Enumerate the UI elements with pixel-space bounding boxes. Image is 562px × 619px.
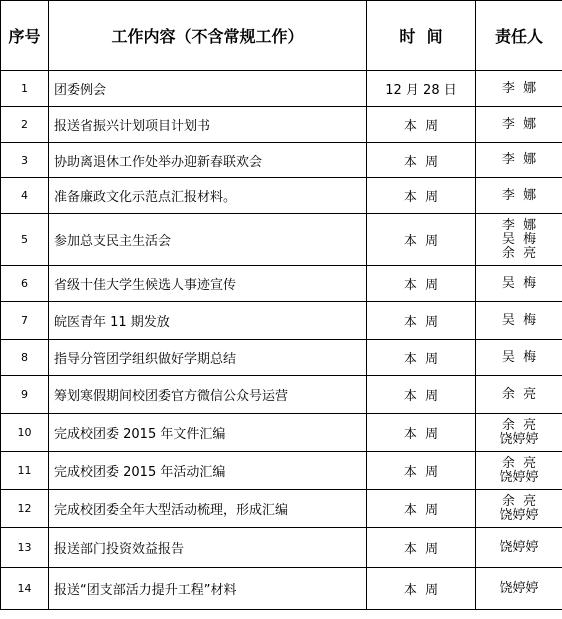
person-name: 余 亮 [501, 455, 537, 471]
table-row [1, 302, 562, 340]
person-name: 李 娜 [501, 217, 537, 233]
table-row [1, 71, 562, 107]
row-person [476, 340, 562, 376]
table-row [1, 414, 562, 452]
row-seq: 13 [1, 528, 49, 568]
header-seq: 序号 [1, 1, 49, 71]
row-seq: 1 [1, 71, 49, 107]
table-row [1, 452, 562, 490]
row-seq: 5 [1, 214, 49, 266]
row-content: 完成校团委 2015 年活动汇编 [49, 452, 367, 490]
person-name: 李 娜 [501, 152, 537, 167]
row-seq: 10 [1, 414, 49, 452]
row-person [476, 266, 562, 302]
person-name: 饶婷婷 [499, 580, 539, 596]
person-name: 李 娜 [501, 116, 537, 132]
row-seq: 12 [1, 490, 49, 528]
row-content: 筹划寒假期间校团委官方微信公众号运营 [49, 376, 367, 414]
row-person [476, 528, 562, 568]
person-name: 吴 梅 [501, 312, 537, 328]
table-row [1, 143, 562, 178]
row-content: 指导分管团学组织做好学期总结 [49, 340, 367, 376]
table-row [1, 568, 562, 610]
person-name: 李 娜 [501, 187, 537, 203]
table-row [1, 376, 562, 414]
row-time: 本 周 [367, 214, 476, 266]
row-time: 本 周 [367, 490, 476, 528]
row-content: 皖医青年 11 期发放 [49, 302, 367, 340]
person-name: 饶婷婷 [499, 539, 539, 555]
person-name: 饶婷婷 [499, 431, 539, 447]
row-content: 报送“团支部活力提升工程”材料 [49, 568, 367, 610]
person-name: 余 亮 [501, 493, 537, 509]
row-person [476, 107, 562, 143]
row-time: 本 周 [367, 266, 476, 302]
header-content: 工作内容（不含常规工作） [49, 1, 367, 71]
table-row [1, 214, 562, 266]
row-seq: 4 [1, 178, 49, 214]
row-person [476, 568, 562, 610]
person-name: 余 亮 [501, 245, 537, 261]
row-time: 本 周 [367, 178, 476, 214]
header-person: 责任人 [476, 1, 562, 71]
row-time: 本 周 [367, 302, 476, 340]
row-content: 协助离退休工作处举办迎新春联欢会 [49, 143, 367, 178]
row-seq: 8 [1, 340, 49, 376]
row-time: 本 周 [367, 452, 476, 490]
row-time: 本 周 [367, 414, 476, 452]
row-person [476, 178, 562, 214]
row-time: 本 周 [367, 107, 476, 143]
row-person [476, 376, 562, 414]
row-time: 本 周 [367, 376, 476, 414]
header-row [1, 1, 562, 71]
row-seq: 6 [1, 266, 49, 302]
header-time: 时 间 [367, 1, 476, 71]
row-person [476, 214, 562, 266]
row-content: 准备廉政文化示范点汇报材料。 [49, 178, 367, 214]
table-row [1, 266, 562, 302]
person-name: 余 亮 [501, 417, 537, 433]
row-content: 报送省振兴计划项目计划书 [49, 107, 367, 143]
row-content: 报送部门投资效益报告 [49, 528, 367, 568]
row-content: 完成校团委全年大型活动梳理，形成汇编 [49, 490, 367, 528]
person-name: 饶婷婷 [499, 469, 539, 485]
row-time: 本 周 [367, 340, 476, 376]
person-name: 余 亮 [501, 386, 537, 402]
row-content: 参加总支民主生活会 [49, 214, 367, 266]
row-content: 完成校团委 2015 年文件汇编 [49, 414, 367, 452]
row-content: 团委例会 [49, 71, 367, 107]
person-name: 吴 梅 [501, 349, 537, 365]
row-seq: 7 [1, 302, 49, 340]
row-seq: 14 [1, 568, 49, 610]
row-person [476, 452, 562, 490]
row-seq: 2 [1, 107, 49, 143]
row-person [476, 71, 562, 107]
person-name: 吴 梅 [501, 275, 537, 291]
row-person [476, 414, 562, 452]
row-person [476, 143, 562, 178]
row-person [476, 490, 562, 528]
person-name: 吴 梅 [501, 231, 537, 247]
table-row [1, 528, 562, 568]
row-time: 本 周 [367, 568, 476, 610]
row-person [476, 302, 562, 340]
person-name: 李 娜 [501, 80, 537, 96]
row-seq: 11 [1, 452, 49, 490]
row-time: 12 月 28 日 [367, 71, 476, 107]
table-row [1, 178, 562, 214]
person-name: 饶婷婷 [499, 507, 539, 523]
row-content: 省级十佳大学生候选人事迹宣传 [49, 266, 367, 302]
row-time: 本 周 [367, 143, 476, 178]
table-row [1, 340, 562, 376]
table-row [1, 490, 562, 528]
row-seq: 3 [1, 143, 49, 178]
row-seq: 9 [1, 376, 49, 414]
row-time: 本 周 [367, 528, 476, 568]
table-row [1, 107, 562, 143]
